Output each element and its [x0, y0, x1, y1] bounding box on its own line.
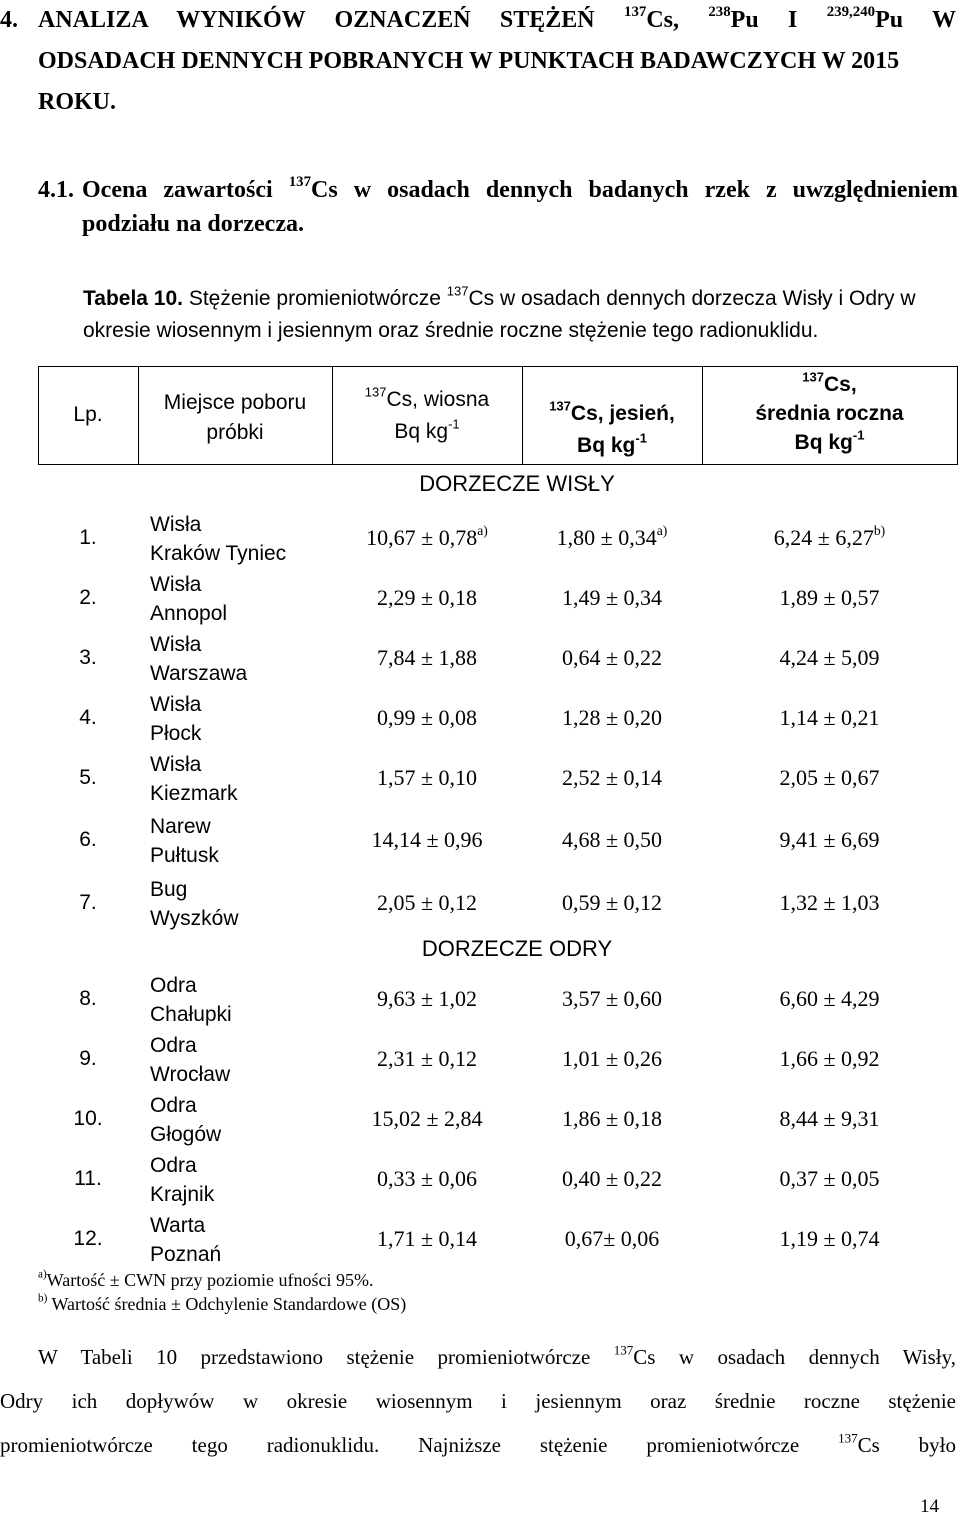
row-annual: 9,41 ± 6,69	[779, 827, 880, 852]
row-annual: 6,60 ± 4,29	[779, 986, 880, 1011]
row-place: Odra Krajnik	[150, 1154, 215, 1206]
row-place: Wisła Płock	[150, 693, 202, 745]
row-place: Odra Chałupki	[150, 974, 232, 1026]
header-lp: Lp.	[73, 403, 103, 426]
section-wisla: DORZECZE WISŁY	[419, 471, 615, 496]
header-spring: $^{137}$Cs, wiosna Bq $kg^{-1}$	[364, 384, 490, 443]
row-number: 12.	[73, 1227, 103, 1250]
table-row	[38, 1031, 958, 1091]
heading-line-3: ROKU.	[38, 89, 116, 115]
table-row	[38, 1091, 958, 1151]
table-row	[38, 812, 958, 872]
row-place: Wisła Warszawa	[150, 633, 248, 685]
row-place: Warta Poznań	[150, 1214, 222, 1266]
table-label: Tabela 10.	[83, 287, 183, 310]
subheading-line-2: podziału na dorzecza.	[82, 211, 304, 237]
row-place: Wisła Annopol	[150, 573, 228, 625]
row-number: 11.	[74, 1167, 102, 1190]
table-row	[38, 510, 958, 570]
row-annual: 1,32 ± 1,03	[779, 890, 880, 915]
row-autumn: 0,64 ± 0,22	[561, 645, 663, 670]
row-spring: 1,71 ± 0,14	[376, 1226, 478, 1251]
table-row	[38, 1151, 958, 1211]
subheading-number: 4.1.	[38, 177, 74, 203]
row-autumn: 3,57 ± 0,60	[561, 986, 663, 1011]
row-number: 7.	[79, 891, 97, 914]
header-annual: $^{137}$Cs, średnia roczna Bq $kg^{-1}$	[755, 369, 904, 454]
data-table	[38, 366, 958, 1266]
table-caption: Tabela 10. Stężenie promieniotwórcze $^{137}$Cs w osadach dennych dorzecza Wisły i Odry w okresie wiosennym i jesiennym oraz średnie roczne stężenie tego radionuklidu.	[83, 283, 916, 342]
section-odra: DORZECZE ODRY	[421, 936, 613, 961]
body-line-2: Odry ich dopływów w okresie wiosennym i jesiennym oraz średnie roczne stężenie	[0, 1389, 956, 1413]
row-annual: 0,37 ± 0,05	[779, 1166, 880, 1191]
row-number: 5.	[79, 766, 97, 789]
row-autumn: 1,49 ± 0,34	[561, 585, 663, 610]
row-number: 8.	[79, 987, 97, 1010]
row-place: Odra Głogów	[150, 1094, 222, 1146]
row-number: 3.	[79, 646, 97, 669]
table-border-right	[957, 366, 958, 465]
row-spring: 0,33 ± 0,06	[376, 1166, 478, 1191]
table-row	[38, 690, 958, 750]
row-annual: $6,24 \pm 6,27^{b)}$	[773, 522, 886, 550]
row-number: 1.	[79, 526, 97, 549]
row-autumn: 4,68 ± 0,50	[561, 827, 663, 852]
row-spring: 9,63 ± 1,02	[376, 986, 478, 1011]
row-autumn: 1,86 ± 0,18	[561, 1106, 663, 1131]
heading-number: 4.	[0, 7, 18, 33]
row-annual: 1,14 ± 0,21	[779, 705, 880, 730]
row-spring: 2,29 ± 0,18	[376, 585, 478, 610]
row-annual: 1,66 ± 0,92	[779, 1046, 880, 1071]
row-number: 6.	[79, 828, 97, 851]
footnote-b: $^{b)}$ Wartość średnia ± Odchylenie Standardowe (OS)	[38, 1292, 407, 1314]
row-autumn: $1,80 \pm 0,34^{a)}$	[556, 522, 668, 550]
table-row	[38, 1211, 958, 1271]
body-paragraph	[0, 1335, 956, 1467]
table-row	[38, 875, 958, 935]
subheading-line-1: Ocena zawartości $^{137}$Cs w osadach dennych badanych rzek z uwzględnieniem	[82, 173, 959, 203]
row-autumn: 1,28 ± 0,20	[561, 705, 663, 730]
row-autumn: 2,52 ± 0,14	[561, 765, 663, 790]
heading-line-2: ODSADACH DENNYCH POBRANYCH W PUNKTACH BADAWCZYCH W 2015	[38, 48, 900, 74]
table-row	[38, 750, 958, 810]
row-spring: 1,57 ± 0,10	[376, 765, 478, 790]
row-number: 4.	[79, 706, 97, 729]
header-bottom-border	[38, 464, 958, 465]
row-autumn: 0,59 ± 0,12	[561, 890, 663, 915]
row-autumn: 1,01 ± 0,26	[561, 1046, 663, 1071]
row-annual: 1,19 ± 0,74	[779, 1226, 880, 1251]
row-place: Wisła Kraków Tyniec	[150, 513, 287, 565]
row-autumn: 0,67± 0,06	[564, 1226, 660, 1251]
row-spring: 15,02 ± 2,84	[371, 1106, 483, 1131]
row-number: 9.	[79, 1047, 97, 1070]
row-annual: 2,05 ± 0,67	[779, 765, 880, 790]
header-place: Miejsce poboru próbki	[163, 391, 307, 444]
row-spring: 2,05 ± 0,12	[376, 890, 478, 915]
table-top-border	[38, 366, 958, 367]
row-spring: 7,84 ± 1,88	[376, 645, 478, 670]
heading-line-1: ANALIZA WYNIKÓW OZNACZEŃ STĘŻEŃ $^{137}$Cs, $^{238}$Pu I $^{239,240}$Pu W	[38, 3, 956, 33]
row-place: Bug Wyszków	[150, 878, 239, 930]
row-number: 10.	[73, 1107, 103, 1130]
row-spring: $10,67 \pm 0,78^{a)}$	[366, 522, 488, 550]
row-annual: 4,24 ± 5,09	[779, 645, 880, 670]
row-number: 2.	[79, 586, 97, 609]
row-autumn: 0,40 ± 0,22	[561, 1166, 663, 1191]
table-row	[38, 570, 958, 630]
header-autumn: $^{137}$Cs, jesień, Bq $kg^{-1}$	[549, 398, 675, 457]
table-row	[38, 630, 958, 690]
row-annual: 8,44 ± 9,31	[779, 1106, 880, 1131]
row-spring: 14,14 ± 0,96	[371, 827, 483, 852]
row-place: Wisła Kiezmark	[150, 753, 238, 805]
row-place: Narew Pułtusk	[150, 815, 219, 867]
row-spring: 0,99 ± 0,08	[376, 705, 478, 730]
row-spring: 2,31 ± 0,12	[376, 1046, 478, 1071]
page-number: 14	[920, 1496, 939, 1517]
row-place: Odra Wrocław	[150, 1034, 231, 1086]
footnote-a: $^{a)}$Wartość ± CWN przy poziomie ufności 95%.	[38, 1268, 374, 1290]
row-annual: 1,89 ± 0,57	[779, 585, 880, 610]
body-line-1: W Tabeli 10 przedstawiono stężenie promieniotwórcze $^{137}$Cs w osadach dennych Wisły,	[38, 1342, 956, 1369]
body-line-3: promieniotwórcze tego radionuklidu. Najniższe stężenie promieniotwórcze $^{137}$Cs było	[0, 1430, 957, 1457]
table-row	[38, 971, 958, 1031]
